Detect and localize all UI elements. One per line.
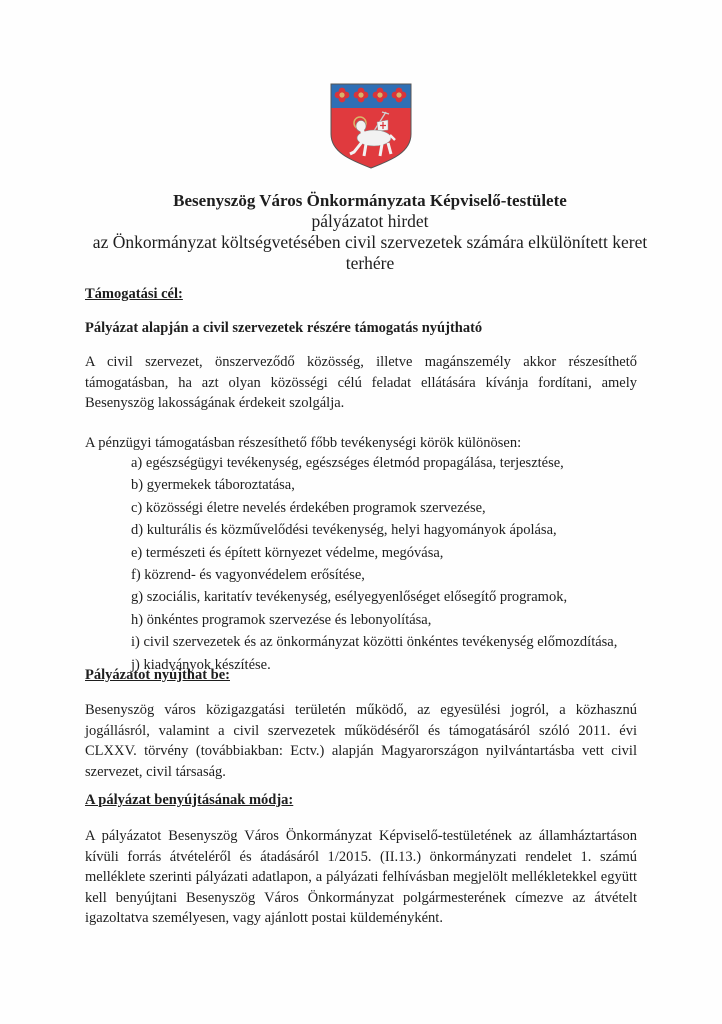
list-item: f) közrend- és vagyonvédelem erősítése, [131,567,365,584]
document-title [80,190,660,274]
list-item: j) kiadványok készítése. [131,656,271,673]
section-heading-goal: Támogatási cél: [85,286,183,302]
activities-intro: A pénzügyi támogatásban részesíthető főbb tevékenységi körök különösen: [85,435,522,451]
eligible-paragraph: Besenyszög város közigazgatási területén működő, az egyesülési jogról, a közhasznú jogállásról, valamint a civil szervezetek működéséről és támogatásáról szóló 2011. évi CLXXV. törvény (továbbiakban: Ectv.) alapján Magyarországon nyilvántartásba vett civil szervezet, civil társaság. [85,702,637,780]
list-item: h) önkéntes programok szervezése és lebonyolítása, [131,611,432,628]
list-item: g) szociális, karitatív tevékenység, esélyegyenlőséget elősegítő programok, [131,589,568,606]
list-item: i) civil szervezetek és az önkormányzat közötti önkéntes tevékenység előmozdítása, [131,634,618,651]
list-item: b) gyermekek táboroztatása, [131,477,295,494]
goal-paragraph: A civil szervezet, önszerveződő közösség, illetve magánszemély akkor részesíthető támogatásban, ha azt olyan közösségi célú feladat ellátására kívánja fordítani, amely Besenyszög lakosságának érdekeit szolgálja. [85,354,637,411]
title-subject-continued: terhére [345,253,395,273]
section-subheading-goal: Pályázat alapján a civil szervezetek részére támogatás nyújtható [85,320,483,336]
submission-paragraph: A pályázatot Besenyszög Város Önkormányzat Képviselő-testületének az államháztartáson kívüli forrás átvételéről és átadásáról 1/2015. (II.13.) önkormányzati rendelet 1. számú melléklete szerinti pályázati adatlapon, a pályázati felhívásban megjelölt mellékletekkel együtt kell benyújtani Besenyszög Város Önkormányzat polgármesterének címezve az átvételt igazoltatva személyesen, vagy ajánlott postai küldeményként. [85,828,637,926]
coat-of-arms-icon [328,82,414,170]
list-item: d) kulturális és közművelődési tevékenység, helyi hagyományok ápolása, [131,522,557,539]
title-announcement: pályázatot hirdet [311,211,429,231]
list-item: a) egészségügyi tevékenység, egészséges életmód propagálása, terjesztése, [131,455,564,471]
section-heading-submission: A pályázat benyújtásának módja: [85,792,294,808]
activities-list [131,452,617,676]
section-heading-eligible: Pályázatot nyújthat be: [85,667,230,683]
title-issuer: Besenyszög Város Önkormányzata Képviselő-testülete [173,191,567,210]
list-item: c) közösségi életre nevelés érdekében programok szervezése, [131,499,486,516]
list-item: e) természeti és épített környezet védelme, megóvása, [131,544,444,561]
title-subject: az Önkormányzat költségvetésében civil szervezetek számára elkülönített keret [92,232,648,252]
